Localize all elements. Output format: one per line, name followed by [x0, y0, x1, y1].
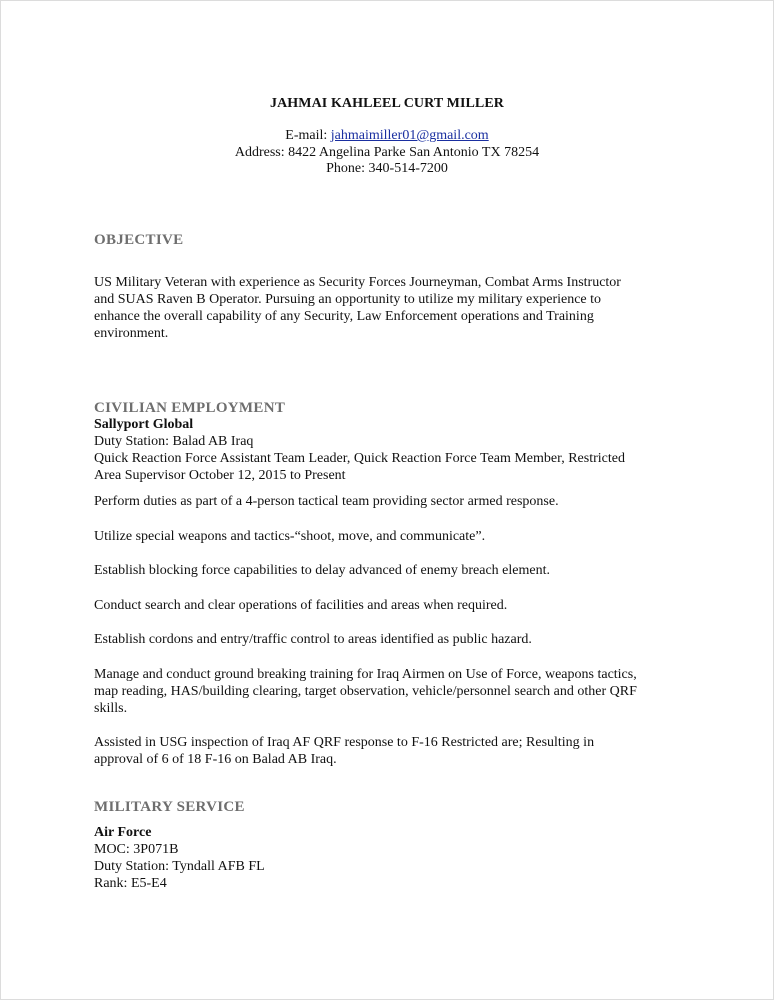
contact-info: [1, 128, 773, 178]
email-link[interactable]: jahmaimiller01@gmail.com: [330, 128, 489, 143]
duty-item: Conduct search and clear operations of facilities and areas when required.: [94, 597, 508, 613]
duty-line: approval of 6 of 18 F-16 on Balad AB Iraq.: [94, 752, 337, 767]
objective-line: US Military Veteran with experience as Security Forces Journeyman, Combat Arms Instructor: [94, 275, 621, 290]
duty-item: [94, 734, 694, 768]
objective-line: and SUAS Raven B Operator. Pursuing an opportunity to utilize my military experience to: [94, 292, 602, 307]
duty-item: Establish cordons and entry/traffic control to areas identified as public hazard.: [94, 632, 532, 647]
resume-header: [1, 96, 773, 178]
email-line: [1, 128, 773, 145]
duty-line: Manage and conduct ground breaking training for Iraq Airmen on Use of Force, weapons tactics,: [94, 666, 637, 682]
employer-name: Sallyport Global: [94, 417, 194, 432]
civilian-employment-block: [94, 416, 694, 484]
address-line: Address: 8422 Angelina Parke San Antonio TX 78254: [234, 144, 540, 160]
military-branch: Air Force: [94, 825, 152, 840]
duties-list: [94, 493, 694, 786]
duty-item: Utilize special weapons and tactics-“shoot, move, and communicate”.: [94, 528, 486, 544]
military-rank: Rank: E5-E4: [94, 876, 167, 891]
duty-line: Assisted in USG inspection of Iraq AF QRF response to F-16 Restricted are; Resulting in: [94, 735, 595, 750]
military-duty-station: Duty Station: Tyndall AFB FL: [94, 859, 265, 874]
duty-item: [94, 666, 694, 717]
position-line: Area Supervisor October 12, 2015 to Present: [94, 468, 346, 483]
objective-text: [94, 274, 694, 342]
military-service-heading: MILITARY SERVICE: [94, 799, 245, 815]
duty-line: map reading, HAS/building clearing, target observation, vehicle/personnel search and other QRF: [94, 683, 637, 699]
position-line: Quick Reaction Force Assistant Team Leader, Quick Reaction Force Team Member, Restricted: [94, 451, 625, 466]
objective-line: environment.: [94, 326, 169, 341]
military-moc: MOC: 3P071B: [94, 842, 179, 857]
objective-line: enhance the overall capability of any Security, Law Enforcement operations and Training: [94, 309, 594, 324]
phone-line: Phone: 340-514-7200: [326, 161, 448, 176]
civilian-duty-station: Duty Station: Balad AB Iraq: [94, 434, 254, 449]
duty-item: Perform duties as part of a 4-person tactical team providing sector armed response.: [94, 494, 559, 509]
candidate-name: JAHMAI KAHLEEL CURT MILLER: [269, 96, 505, 111]
civilian-employment-heading: CIVILIAN EMPLOYMENT: [94, 400, 286, 416]
email-label: E-mail:: [285, 128, 331, 143]
military-service-block: [94, 824, 694, 892]
duty-line: skills.: [94, 700, 128, 716]
objective-heading: OBJECTIVE: [94, 232, 184, 248]
duty-item: Establish blocking force capabilities to delay advanced of enemy breach element.: [94, 563, 550, 578]
